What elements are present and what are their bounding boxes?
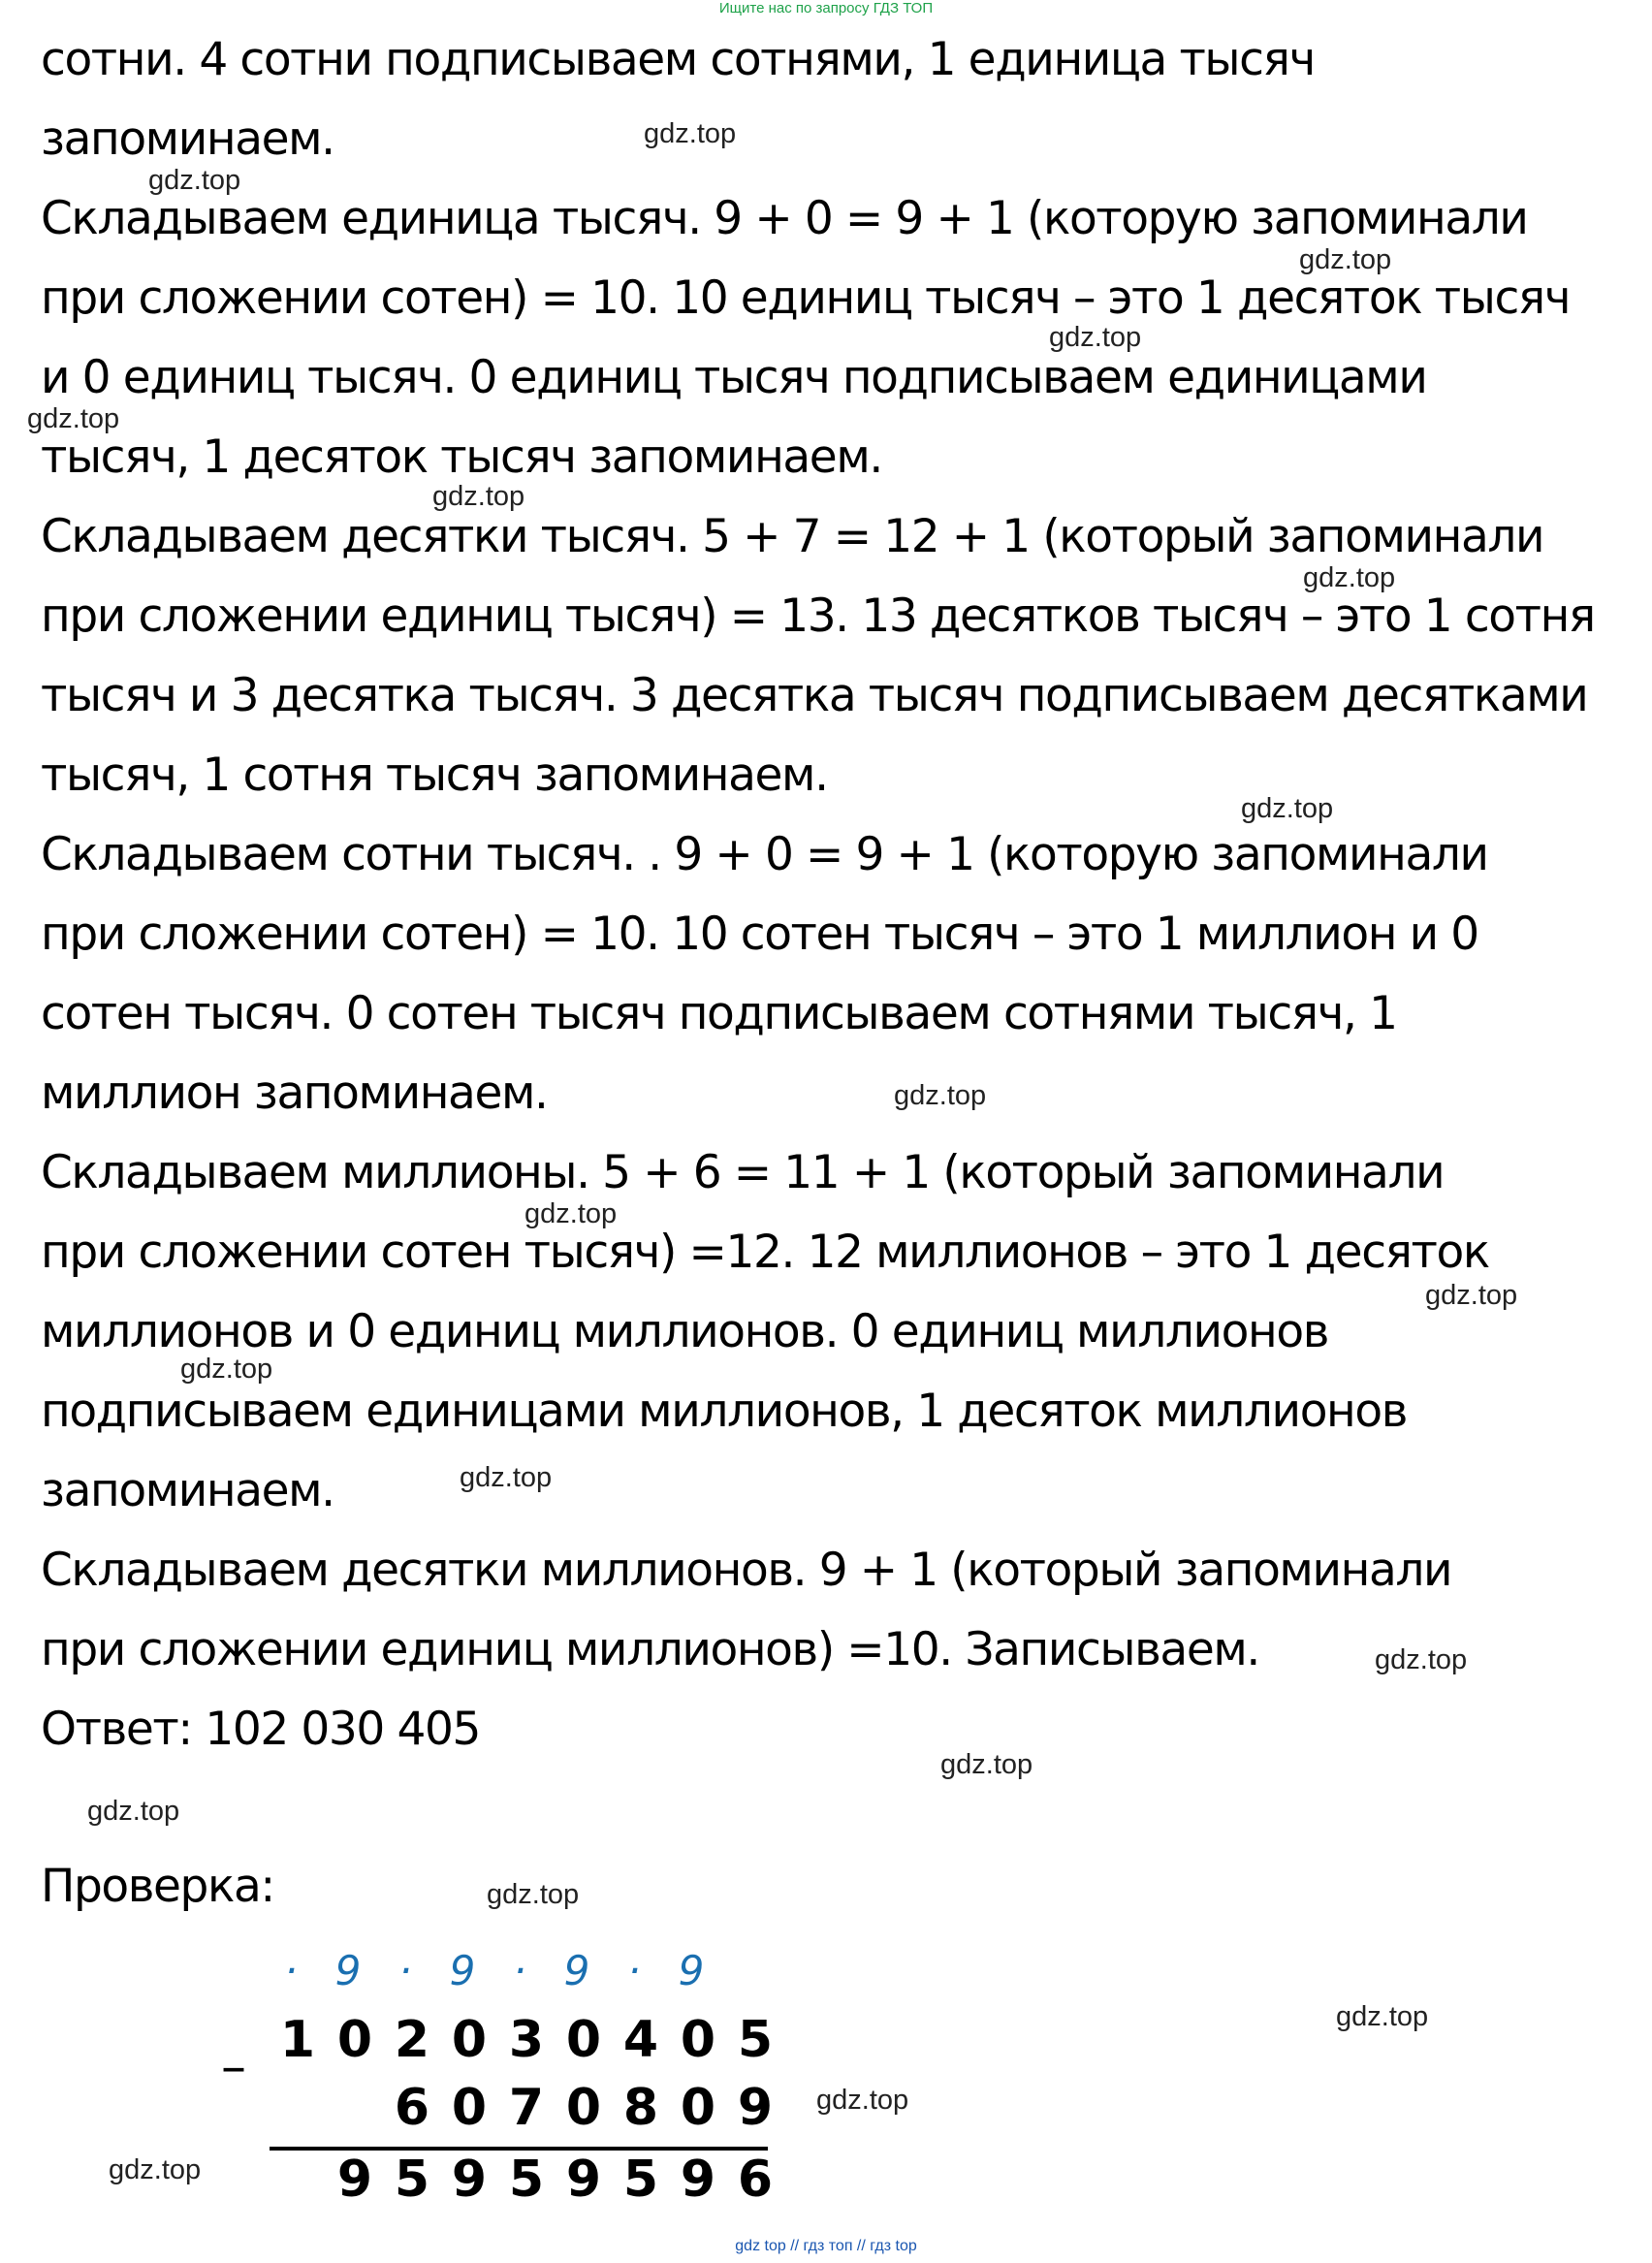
digit: 0 (336, 2011, 373, 2069)
minus-sign: – (221, 2038, 246, 2096)
text-line: сотен тысяч. 0 сотен тысяч подписываем сотнями тысяч, 1 (41, 987, 1397, 1040)
watermark: gdz.top (87, 1796, 180, 1827)
carry-mark: 9 (678, 1947, 705, 1994)
text-line: Складываем десятки миллионов. 9 + 1 (который запоминали (41, 1544, 1452, 1597)
text-line: при сложении сотен) = 10. 10 единиц тысяч – это 1 десяток тысяч (41, 271, 1571, 325)
watermark: gdz.top (940, 1749, 1033, 1780)
digit: 0 (565, 2079, 602, 2137)
digit: 9 (680, 2151, 716, 2209)
digit: 4 (622, 2011, 659, 2069)
digit: 5 (394, 2151, 430, 2209)
text-line: подписываем единицами миллионов, 1 десяток миллионов (41, 1385, 1408, 1438)
watermark: gdz.top (1049, 322, 1142, 353)
digit: 6 (737, 2151, 774, 2209)
watermark: gdz.top (1303, 562, 1396, 593)
watermark: gdz.top (1425, 1280, 1518, 1311)
text-line: сотни. 4 сотни подписываем сотнями, 1 единица тысяч (41, 33, 1315, 86)
digit: 0 (451, 2011, 488, 2069)
text-line: при сложении сотен тысяч) =12. 12 миллионов – это 1 десяток (41, 1226, 1489, 1279)
footer: gdz top // гдз топ // гдз top (735, 2238, 917, 2254)
watermark: gdz.top (180, 1354, 273, 1385)
carry-mark: · (513, 1947, 526, 1994)
text-line: запоминаем. (41, 1464, 334, 1517)
carry-mark: · (627, 1947, 641, 1994)
digit: 6 (394, 2079, 430, 2137)
watermark: gdz.top (109, 2154, 202, 2185)
digit: 9 (565, 2151, 602, 2209)
digit: 3 (508, 2011, 545, 2069)
watermark: gdz.top (432, 481, 525, 512)
digit: 9 (451, 2151, 488, 2209)
text-line: при сложении единиц миллионов) =10. Записываем. (41, 1623, 1259, 1676)
watermark: gdz.top (460, 1462, 553, 1493)
text-line: тысяч, 1 десяток тысяч запоминаем. (41, 430, 882, 484)
carry-mark: · (284, 1947, 298, 1994)
text-line: тысяч и 3 десятка тысяч. 3 десятка тысяч подписываем десятками (41, 669, 1588, 722)
digit: 8 (622, 2079, 659, 2137)
digit: 9 (336, 2151, 373, 2209)
watermark: gdz.top (1299, 244, 1392, 275)
top-banner: Ищите нас по запросу ГДЗ ТОП (718, 0, 934, 16)
answer-line: Ответ: 102 030 405 (41, 1703, 480, 1756)
digit: 1 (279, 2011, 316, 2069)
carry-mark: 9 (449, 1947, 476, 1994)
digit: 2 (394, 2011, 430, 2069)
digit: 7 (508, 2079, 545, 2137)
text-line: запоминаем. (41, 112, 334, 166)
text-line: тысяч, 1 сотня тысяч запоминаем. (41, 749, 828, 802)
digit: 0 (451, 2079, 488, 2137)
digit: 0 (565, 2011, 602, 2069)
text-line: при сложении сотен) = 10. 10 сотен тысяч – это 1 миллион и 0 (41, 908, 1478, 961)
text-line: Складываем сотни тысяч. . 9 + 0 = 9 + 1 (которую запоминали (41, 828, 1488, 881)
digit: 5 (622, 2151, 659, 2209)
watermark: gdz.top (1375, 1644, 1468, 1675)
carry-mark: 9 (563, 1947, 590, 1994)
watermark: gdz.top (1241, 793, 1334, 824)
watermark: gdz.top (524, 1198, 618, 1229)
watermark: gdz.top (27, 403, 120, 434)
text-line: миллионов и 0 единиц миллионов. 0 единиц миллионов (41, 1305, 1329, 1358)
carry-mark: · (398, 1947, 412, 1994)
text-line: и 0 единиц тысяч. 0 единиц тысяч подписываем единицами (41, 351, 1427, 404)
text-line: Складываем миллионы. 5 + 6 = 11 + 1 (который запоминали (41, 1146, 1445, 1199)
digit: 5 (737, 2011, 774, 2069)
digit: 5 (508, 2151, 545, 2209)
watermark: gdz.top (148, 165, 241, 196)
digit: 0 (680, 2079, 716, 2137)
watermark: gdz.top (894, 1080, 987, 1111)
digit: 0 (680, 2011, 716, 2069)
digit: 9 (737, 2079, 774, 2137)
text-line: Складываем единица тысяч. 9 + 0 = 9 + 1 (которую запоминали (41, 192, 1528, 245)
watermark: gdz.top (1336, 2001, 1429, 2032)
watermark: gdz.top (644, 118, 737, 149)
watermark: gdz.top (816, 2085, 909, 2116)
text-line: миллион запоминаем. (41, 1067, 548, 1120)
watermark: gdz.top (487, 1879, 580, 1910)
text-line: Складываем десятки тысяч. 5 + 7 = 12 + 1 (который запоминали (41, 510, 1544, 563)
text-line: при сложении единиц тысяч) = 13. 13 десятков тысяч – это 1 сотня (41, 590, 1595, 643)
check-heading: Проверка: (41, 1860, 274, 1913)
carry-mark: 9 (334, 1947, 362, 1994)
